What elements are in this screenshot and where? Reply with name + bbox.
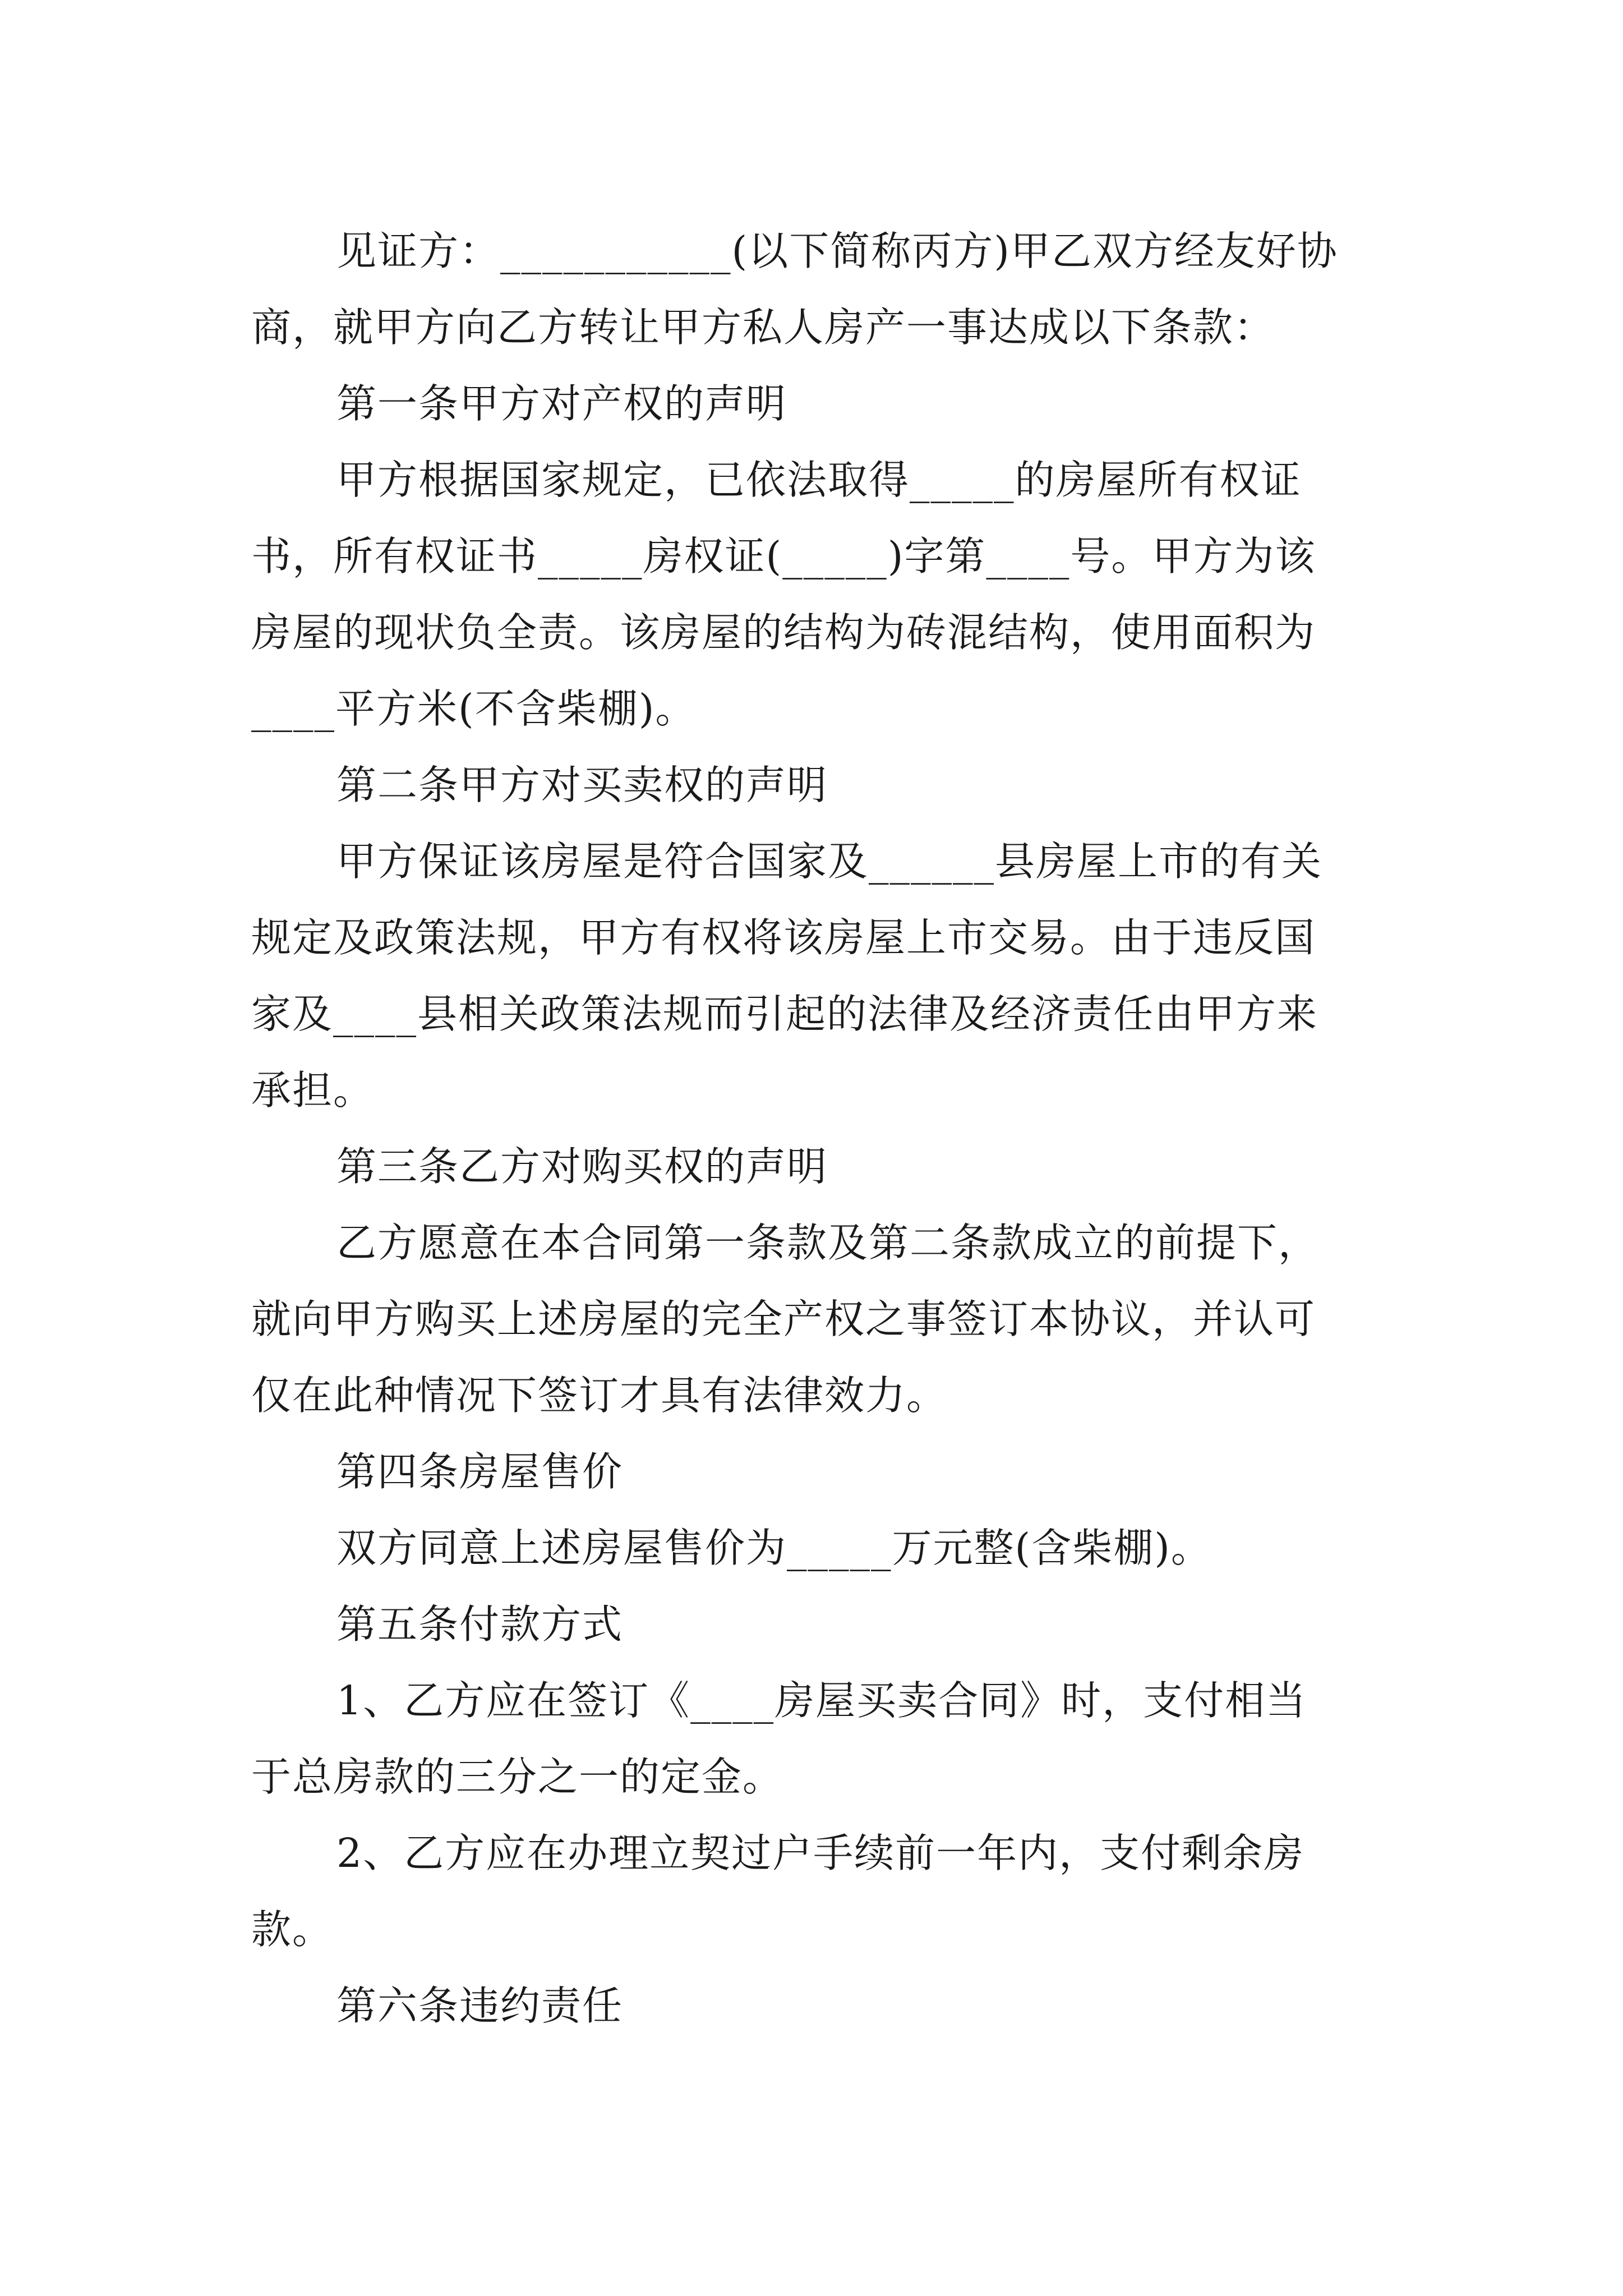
paragraph-line: 仅在此种情况下签订才具有法律效力。 xyxy=(251,1372,948,1419)
paragraph-line: 乙方愿意在本合同第一条款及第二条款成立的前提下， xyxy=(336,1220,1320,1266)
paragraph-line: 款。 xyxy=(251,1906,334,1953)
paragraph-line: 规定及政策法规，甲方有权将该房屋上市交易。由于违反国 xyxy=(251,914,1316,961)
paragraph-line: 承担。 xyxy=(251,1067,375,1114)
paragraph-line: 房屋的现状负全责。该房屋的结构为砖混结构，使用面积为 xyxy=(251,609,1316,656)
paragraph-line: 双方同意上述房屋售价为_____万元整(含柴棚)。 xyxy=(336,1525,1212,1571)
paragraph-line: 甲方根据国家规定，已依法取得_____的房屋所有权证 xyxy=(336,457,1302,503)
article-2-heading: 第二条甲方对买卖权的声明 xyxy=(336,762,828,808)
article-4-heading: 第四条房屋售价 xyxy=(336,1448,624,1495)
paragraph-line: 于总房款的三分之一的定金。 xyxy=(251,1754,784,1800)
paragraph-line: 商，就甲方向乙方转让甲方私人房产一事达成以下条款： xyxy=(251,304,1275,351)
paragraph-line: 1、乙方应在签订《____房屋买卖合同》时，支付相当 xyxy=(336,1677,1307,1724)
article-5-heading: 第五条付款方式 xyxy=(336,1601,624,1648)
paragraph-line-witness: 见证方：___________(以下简称丙方)甲乙双方经友好协 xyxy=(336,228,1338,274)
paragraph-line: 就向甲方购买上述房屋的完全产权之事签订本协议，并认可 xyxy=(251,1296,1316,1342)
paragraph-line: ____平方米(不含柴棚)。 xyxy=(251,685,697,732)
article-3-heading: 第三条乙方对购买权的声明 xyxy=(336,1143,828,1190)
paragraph-line: 甲方保证该房屋是符合国家及______县房屋上市的有关 xyxy=(336,838,1323,885)
contract-page xyxy=(251,213,1390,2044)
article-1-heading: 第一条甲方对产权的声明 xyxy=(336,380,787,427)
article-6-heading: 第六条违约责任 xyxy=(336,1982,624,2029)
paragraph-line: 2、乙方应在办理立契过户手续前一年内，支付剩余房 xyxy=(336,1830,1305,1876)
paragraph-line: 家及____县相关政策法规而引起的法律及经济责任由甲方来 xyxy=(251,991,1318,1037)
paragraph-line: 书，所有权证书_____房权证(_____)字第____号。甲方为该 xyxy=(251,533,1316,579)
